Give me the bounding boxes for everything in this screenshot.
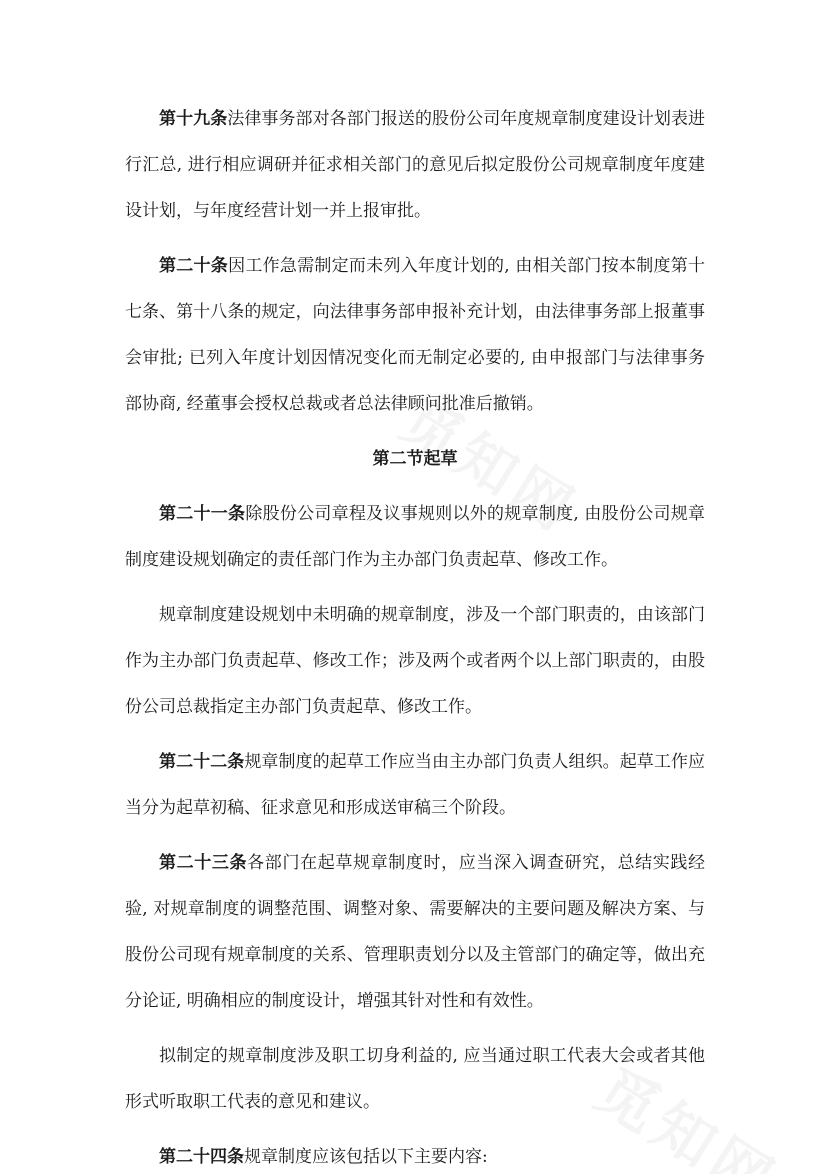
- article-text: 除股份公司章程及议事规则以外的规章制度, 由股份公司规章制度建设规划确定的责任部门作为主办部门负责起草、修改工作。: [125, 504, 706, 570]
- paragraph-article-23-cont: [125, 1033, 705, 1125]
- article-number: 第二十二条: [159, 752, 245, 772]
- paragraph-article-22: [125, 739, 705, 831]
- paragraph-article-21: [125, 491, 705, 583]
- paragraph-text: 拟制定的规章制度涉及职工切身利益的, 应当通过职工代表大会或者其他形式听取职工代表的意见和建议。: [125, 1046, 705, 1112]
- paragraph-article-21-cont: [125, 592, 705, 730]
- paragraph-article-24: [125, 1134, 705, 1174]
- paragraph-article-19: [125, 96, 705, 234]
- article-text: 规章制度的起草工作应当由主办部门负责人组织。起草工作应当分为起草初稿、征求意见和形成送审稿三个阶段。: [125, 752, 706, 818]
- section-heading: 第二节起草: [372, 449, 458, 469]
- paragraph-article-23: [125, 840, 705, 1024]
- document-body: [125, 96, 705, 1174]
- paragraph-article-20: [125, 243, 705, 427]
- article-text: 因工作急需制定而未列入年度计划的, 由相关部门按本制度第十七条、第十八条的规定，向法律事务部申报补充计划，由法律事务部上报董事会审批; 已列入年度计划因情况变化而无制定必要的, 由申报部门与法律事务部协商, 经董事会授权总裁或者总法律顾问批准后撤销。: [125, 256, 705, 414]
- article-number: 第二十条: [159, 256, 229, 276]
- article-text: 各部门在起草规章制度时，应当深入调查研究，总结实践经验, 对规章制度的调整范围、调整对象、需要解决的主要问题及解决方案、与股份公司现有规章制度的关系、管理职责划分以及主管部门的确定等，做出充分论证, 明确相应的制度设计，增强其针对性和有效性。: [125, 853, 706, 1011]
- article-number: 第十九条: [159, 109, 228, 129]
- article-text: 法律事务部对各部门报送的股份公司年度规章制度建设计划表进行汇总, 进行相应调研并征求相关部门的意见后拟定股份公司规章制度年度建设计划，与年度经营计划一并上报审批。: [125, 109, 706, 221]
- article-number: 第二十四条: [159, 1147, 244, 1167]
- article-number: 第二十一条: [159, 504, 246, 524]
- paragraph-text: 规章制度建设规划中未明确的规章制度，涉及一个部门职责的，由该部门作为主办部门负责起草、修改工作；涉及两个或者两个以上部门职责的，由股份公司总裁指定主办部门负责起草、修改工作。: [125, 605, 705, 717]
- article-number: 第二十三条: [159, 853, 248, 873]
- article-text: 规章制度应该包括以下主要内容:: [244, 1147, 488, 1167]
